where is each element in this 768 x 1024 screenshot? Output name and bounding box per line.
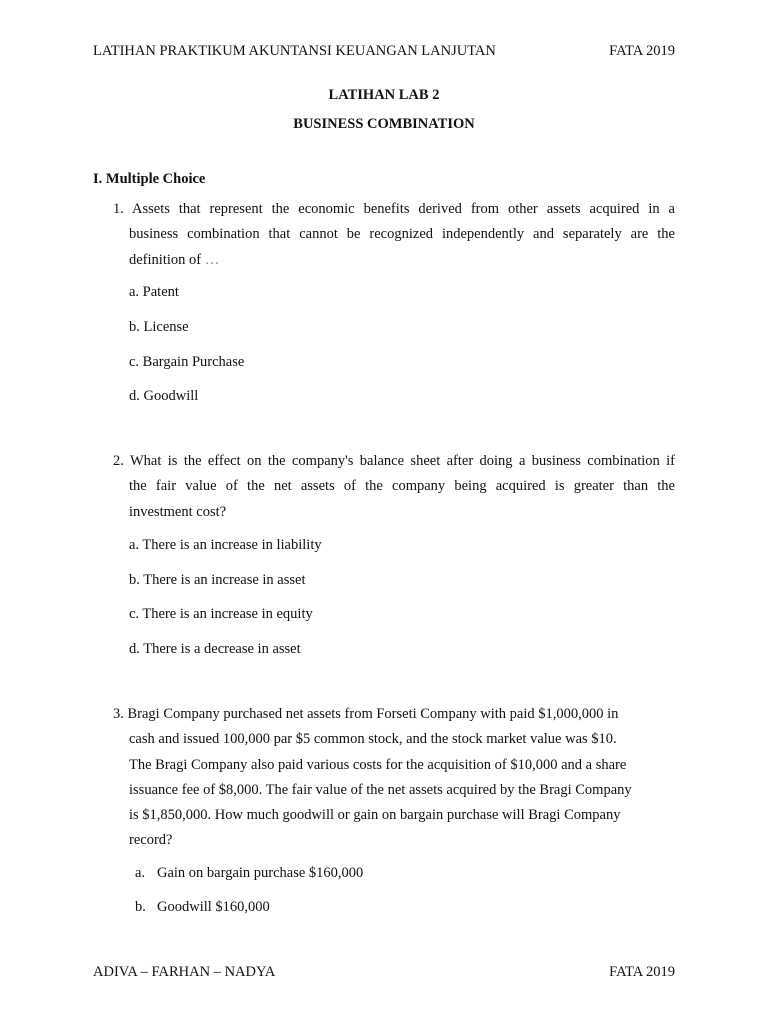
question-3-option-a: [135, 865, 364, 882]
header-year: FATA 2019: [609, 43, 675, 59]
question-3-option-b-letter: b.: [135, 899, 146, 915]
question-1-line-2: business combination that cannot be recognized independently and separately are the: [129, 226, 675, 243]
question-1-option-d: d. Goodwill: [129, 388, 199, 404]
question-3-line-3: The Bragi Company also paid various costs for the acquisition of $10,000 and a share: [129, 756, 627, 773]
footer-year: FATA 2019: [609, 964, 675, 980]
question-1: [113, 197, 675, 273]
question-3: [113, 702, 653, 854]
question-1-option-c: c. Bargain Purchase: [129, 354, 245, 370]
question-2: [113, 449, 675, 525]
section-heading: I. Multiple Choice: [93, 171, 206, 187]
question-2-option-d: d. There is a decrease in asset: [129, 641, 301, 657]
question-3-option-b-text: Goodwill $160,000: [157, 899, 270, 915]
question-1-line-3: [113, 248, 675, 273]
question-3-option-a-letter: a.: [135, 865, 146, 881]
question-3-line-4: issuance fee of $8,000. The fair value of the net assets acquired by the Bragi Company: [129, 781, 632, 798]
question-2-option-c: c. There is an increase in equity: [129, 606, 313, 622]
question-1-option-b: b. License: [129, 319, 189, 335]
question-3-option-a-text: Gain on bargain purchase $160,000: [157, 865, 364, 881]
question-2-line-2: the fair value of the net assets of the company being acquired is greater than the: [129, 478, 675, 495]
question-3-line-6: record?: [129, 832, 173, 849]
document-subtitle: BUSINESS COMBINATION: [293, 116, 475, 132]
document-title: LATIHAN LAB 2: [328, 87, 440, 103]
question-1-line-1: 1. Assets that represent the economic benefits derived from other assets acquired in a: [113, 201, 675, 217]
question-2-option-a: a. There is an increase in liability: [129, 537, 322, 553]
question-3-line-2: cash and issued 100,000 par $5 common stock, and the stock market value was $10.: [129, 731, 617, 748]
footer-authors: ADIVA – FARHAN – NADYA: [93, 964, 276, 980]
question-1-ellipsis: …: [204, 251, 220, 268]
question-2-line-1: 2. What is the effect on the company's balance sheet after doing a business combination if: [113, 453, 675, 469]
question-3-option-b: [135, 899, 270, 916]
question-1-option-a: a. Patent: [129, 284, 179, 300]
question-2-option-b: b. There is an increase in asset: [129, 572, 306, 588]
question-2-line-3: investment cost?: [129, 503, 227, 520]
question-3-line-5: is $1,850,000. How much goodwill or gain on bargain purchase will Bragi Company: [129, 807, 621, 824]
question-1-line-3-text: definition of: [129, 251, 202, 268]
header-course-title: LATIHAN PRAKTIKUM AKUNTANSI KEUANGAN LANJUTAN: [93, 43, 496, 59]
question-3-line-1: 3. Bragi Company purchased net assets from Forseti Company with paid $1,000,000 in: [113, 706, 619, 722]
